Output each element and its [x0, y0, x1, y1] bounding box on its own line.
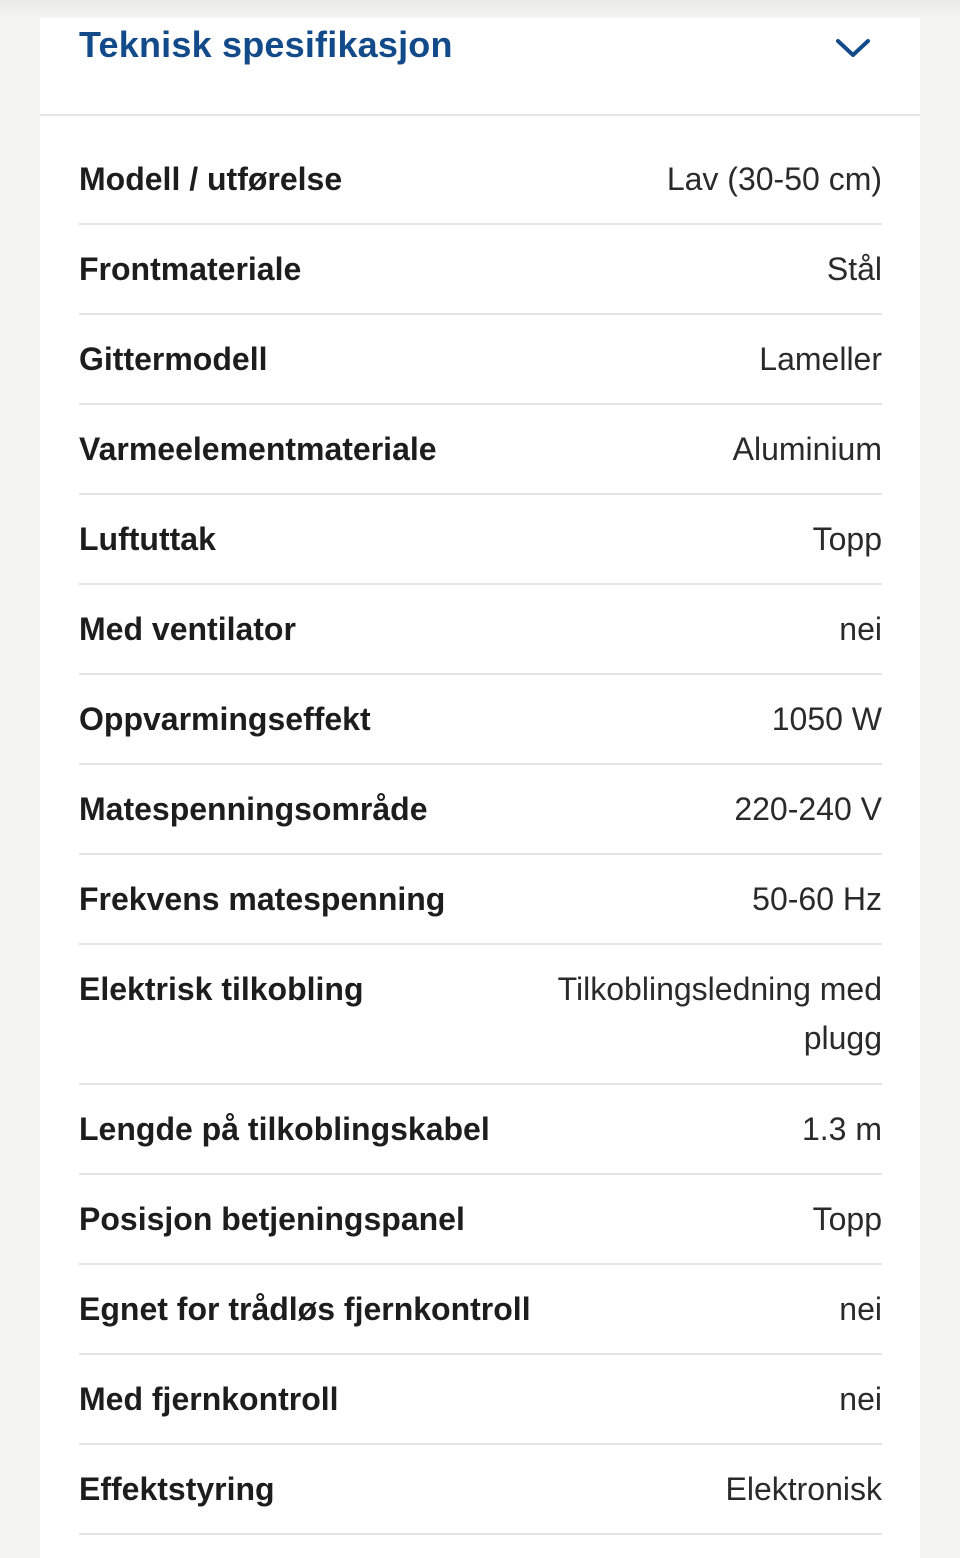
spec-label: Med ventilator [79, 611, 296, 647]
spec-row [79, 1265, 882, 1355]
spec-row [79, 1445, 882, 1535]
spec-label: Oppvarmingseffekt [79, 701, 371, 737]
spec-label: Matespenningsområde [79, 791, 428, 827]
spec-row [79, 315, 882, 405]
spec-row [79, 225, 882, 315]
spec-row [79, 495, 882, 585]
spec-row [79, 135, 882, 225]
spec-label: Lengde på tilkoblingskabel [79, 1111, 490, 1147]
spec-label: Varmeelementmateriale [79, 431, 437, 467]
spec-label: Luftuttak [79, 521, 216, 557]
spec-label: Modell / utførelse [79, 161, 343, 197]
spec-row [79, 1175, 882, 1265]
spec-row [79, 765, 882, 855]
top-shadow [0, 0, 960, 18]
spec-value: Lav (30-50 cm) [666, 161, 882, 197]
spec-row [79, 1355, 882, 1445]
spec-value: Stål [826, 251, 882, 287]
spec-value: 220-240 V [734, 791, 882, 827]
spec-value: 50-60 Hz [752, 881, 882, 917]
spec-value: Lameller [759, 341, 882, 377]
spec-value: nei [839, 1291, 882, 1327]
spec-value: nei [839, 611, 882, 647]
spec-value: nei [839, 1381, 882, 1417]
section-header-toggle[interactable] [40, 18, 920, 116]
spec-label: Elektrisk tilkobling [79, 971, 364, 1007]
spec-value: Topp [812, 521, 882, 557]
spec-row [79, 675, 882, 765]
spec-row [79, 405, 882, 495]
spec-row [79, 585, 882, 675]
spec-value: 1050 W [771, 701, 882, 737]
section-title: Teknisk spesifikasjon [79, 24, 453, 65]
spec-label: Gittermodell [79, 341, 268, 377]
spec-label: Med fjernkontroll [79, 1381, 339, 1417]
spec-label: Effektstyring [79, 1471, 275, 1507]
spec-row [79, 945, 882, 1085]
spec-label: Frontmateriale [79, 251, 302, 287]
spec-card [40, 18, 920, 1558]
spec-label: Frekvens matespenning [79, 881, 446, 917]
spec-label: Posisjon betjeningspanel [79, 1201, 465, 1237]
spec-value: Topp [812, 1201, 882, 1237]
spec-label: Egnet for trådløs fjernkontroll [79, 1291, 531, 1327]
spec-value: Tilkoblingsledning med plugg [557, 971, 882, 1056]
spec-value: 1.3 m [801, 1111, 882, 1147]
spec-value: Aluminium [732, 431, 882, 467]
spec-value: Elektronisk [725, 1471, 882, 1507]
spec-row [79, 1085, 882, 1175]
chevron-down-icon[interactable] [834, 34, 872, 62]
spec-row [79, 855, 882, 945]
spec-table [79, 135, 882, 1535]
